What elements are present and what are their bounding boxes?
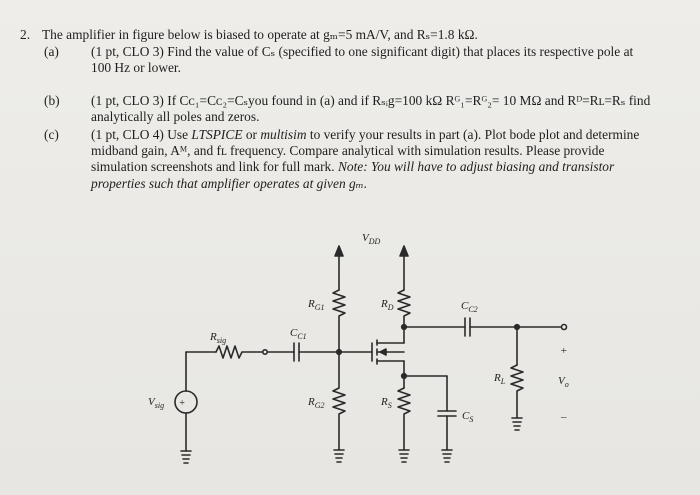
part-b-label: (b)	[44, 93, 60, 108]
rsig-resistor	[216, 346, 262, 358]
vsig-plus: +	[178, 398, 186, 409]
cc1-label: $C_{C1}$	[290, 327, 307, 341]
part-a-line-2: 100 Hz or lower.	[91, 60, 181, 76]
vsig-label: $V_{sig}$	[148, 396, 165, 410]
rg2-label: $R_{G2}$	[308, 396, 325, 410]
part-c-label: (c)	[44, 127, 59, 142]
rsig-label: $R_{sig}$	[210, 331, 227, 345]
mosfet-transistor	[372, 340, 404, 364]
part-a-label: (a)	[44, 44, 59, 59]
part-a-line-1: (1 pt, CLO 3) Find the value of Cₛ (specified to one significant digit) that places its respective pole at	[91, 44, 634, 59]
part-c-ltspice: LTSPICE	[191, 127, 243, 142]
rd-label: $R_D$	[381, 298, 394, 312]
question-number: 2.	[20, 27, 31, 42]
cs-label: $C_S$	[462, 410, 474, 424]
rd-resistor	[398, 290, 410, 343]
vo-plus: +	[560, 345, 568, 357]
part-c-line-4: properties such that amplifier operates at given gₘ.	[91, 175, 368, 191]
rl-resistor	[511, 365, 523, 418]
part-c-line-2: midband gain, Aᴹ, and fʟ frequency. Compare analytical with simulation results. Please provide	[91, 143, 605, 159]
rg2-ground	[334, 450, 344, 462]
vdd-label: $V_{DD}$	[362, 232, 381, 246]
cs-ground	[442, 450, 452, 462]
cc2-label: $C_{C2}$	[461, 300, 478, 314]
rs-ground	[399, 450, 409, 462]
part-b-line-1: (1 pt, CLO 3) If Cᴄ₁=Cᴄ₂=Cₛyou found in (a) and if Rₛᵢg=100 kΩ Rᴳ₁=Rᴳ₂= 10 MΩ and Rᴰ=Rʟ=Rₛ find	[91, 93, 651, 108]
part-c-line-1-or: or	[242, 127, 261, 142]
rs-resistor	[398, 388, 410, 450]
vo-minus: –	[561, 411, 567, 423]
vsig-ground	[181, 451, 191, 463]
part-c-line-3-a: simulation screenshots and link for full mark.	[91, 159, 338, 175]
rg2-resistor	[333, 352, 345, 450]
part-c-note: Note: You will have to adjust biasing and transistor	[337, 159, 615, 175]
rl-ground	[512, 418, 522, 430]
part-c-multisim: multisim	[260, 127, 307, 142]
rg1-resistor	[333, 290, 345, 352]
rs-label: $R_S$	[381, 396, 392, 410]
question-stem: The amplifier in figure below is biased to operate at gₘ=5 mA/V, and Rₛ=1.8 kΩ.	[42, 27, 478, 42]
vo-label: $V_o$	[558, 375, 569, 389]
part-b-line-2: analytically all poles and zeros.	[91, 109, 260, 125]
rg1-label: $R_{G1}$	[308, 298, 325, 312]
rl-label: $R_L$	[494, 372, 506, 386]
part-c-line-1-a: (1 pt, CLO 4) Use	[91, 127, 192, 142]
part-c-line-1-b: to verify your results in part (a). Plot bode plot and determine	[306, 127, 640, 142]
